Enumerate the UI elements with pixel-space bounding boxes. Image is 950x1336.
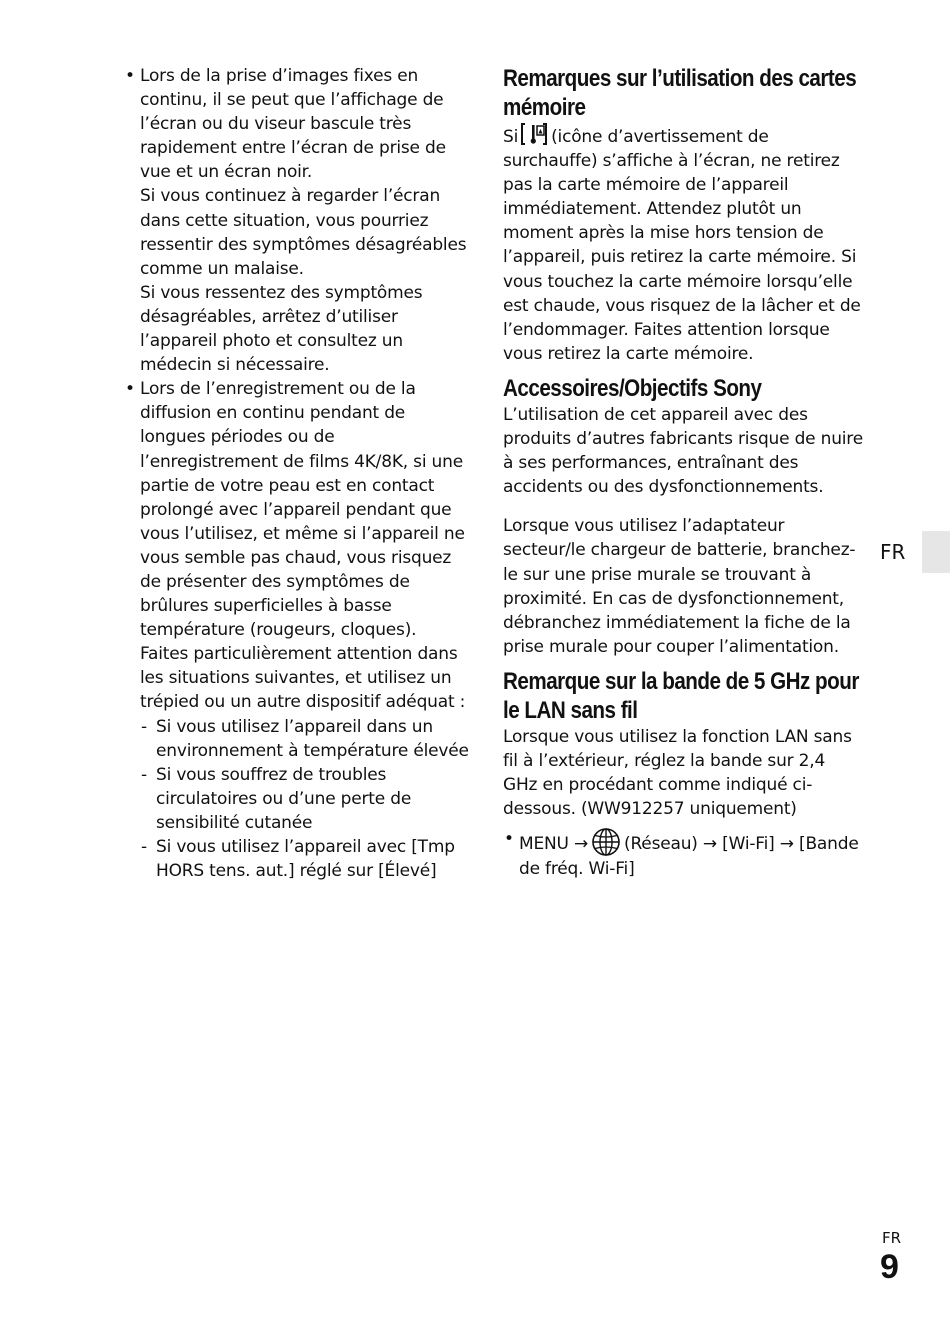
accessories-para1: L’utilisation de cet appareil avec des produits d’autres fabricants risque de nuire à ses performances, entraînant des accidents ou des dysfonctionnements. — [503, 404, 863, 498]
situation-circulatory: Si vous souffrez de troubles circulatoires ou d’une perte de sensibilité cutanée — [156, 764, 412, 833]
bullet-marker: • — [504, 829, 514, 850]
list-item — [140, 715, 469, 763]
bullet2-para2: Faites particulièrement attention dans les situations suivantes, et utilisez un trépied ou un autre dispositif adéquat : — [140, 644, 466, 713]
bullet2-para1: Lors de l’enregistrement ou de la diffusion en continu pendant de longues périodes ou de l’enregistrement de films 4K/8K, si une partie de votre peau est en contact prolongé avec l’appareil pendant que vous l’utilisez, et même si l’appareil ne vous semble pas chaud, vous risquez de présenter des symptômes de brûlures superficielles à basse température (rougeurs, cloques). — [140, 379, 465, 641]
dash-marker: - — [141, 837, 148, 857]
bullet-continuous-shooting — [124, 64, 469, 377]
right-column — [503, 64, 863, 881]
situation-auto-power-off: Si vous utilisez l’appareil avec [Tmp HORS tens. aut.] réglé sur [Élevé] — [156, 837, 455, 882]
heading-accessories: Accessoires/Objectifs Sony — [503, 374, 762, 402]
text-after-icon: (icône d’avertissement de surchauffe) s’affiche à l’écran, ne retirez pas la carte mémoire de l’appareil immédiatement. Attendez plutôt un moment après la mise hors tension de l’appareil, puis retirez la carte mémoire. Si vous touchez la carte mémoire lorsqu’elle est chaude, vous risquez de la lâcher et de l’endommager. Faites attention lorsque vous retirez la carte mémoire. — [503, 127, 861, 364]
menu-path-part1: MENU → — [519, 834, 589, 855]
wlan-paragraph: Lorsque vous utilisez la fonction LAN sans fil à l’extérieur, réglez la bande sur 2,4 GHz en procédant comme indiqué ci-dessous. (WW912257 uniquement) — [503, 726, 852, 820]
situation-high-temp: Si vous utilisez l’appareil dans un environnement à température élevée — [156, 716, 469, 761]
left-column — [124, 64, 469, 883]
bullet1-para3: Si vous ressentez des symptômes désagréables, arrêtez d’utiliser l’appareil photo et consultez un médecin si nécessaire. — [140, 282, 423, 376]
bullet1-para2: Si vous continuez à regarder l’écran dans cette situation, vous pourriez ressentir des symptômes désagréables comme un malaise. — [140, 186, 467, 279]
language-side-label: FR — [880, 540, 906, 564]
bullet-marker: • — [125, 66, 136, 86]
list-item — [140, 763, 469, 835]
menu-path — [503, 827, 863, 881]
language-side-tab — [922, 531, 950, 573]
network-globe-icon — [590, 827, 622, 857]
heading-5ghz-note: Remarque sur la bande de 5 GHz pour le LAN sans fil — [503, 667, 859, 724]
overheat-warning-icon — [520, 122, 548, 146]
dash-marker: - — [141, 764, 148, 785]
memory-card-paragraph — [503, 122, 863, 366]
dash-marker: - — [141, 716, 148, 737]
footer-language: FR — [882, 1229, 902, 1247]
list-item — [140, 835, 469, 883]
page-number: 9 — [880, 1248, 899, 1286]
bullet-marker: • — [125, 379, 136, 400]
menu-path-part2: (Réseau) → [Wi-Fi] → [Bande de fréq. Wi-Fi] — [519, 834, 859, 880]
heading-memory-cards: Remarques sur l’utilisation des cartes mémoire — [503, 65, 857, 121]
text-si: Si — [503, 127, 519, 147]
accessories-para2: Lorsque vous utilisez l’adaptateur secteur/le chargeur de batterie, branchez-le sur une prise murale se trouvant à proximité. En cas de dysfonctionnement, débranchez immédiatement la fiche de la prise murale pour couper l’alimentation. — [503, 516, 856, 657]
situations-list — [140, 715, 469, 884]
bullet-low-temp-burns — [124, 377, 469, 883]
bullet1-para1: Lors de la prise d’images fixes en continu, il se peut que l’affichage de l’écran ou du viseur bascule très rapidement entre l’écran de prise de vue et un écran noir. — [140, 66, 446, 183]
